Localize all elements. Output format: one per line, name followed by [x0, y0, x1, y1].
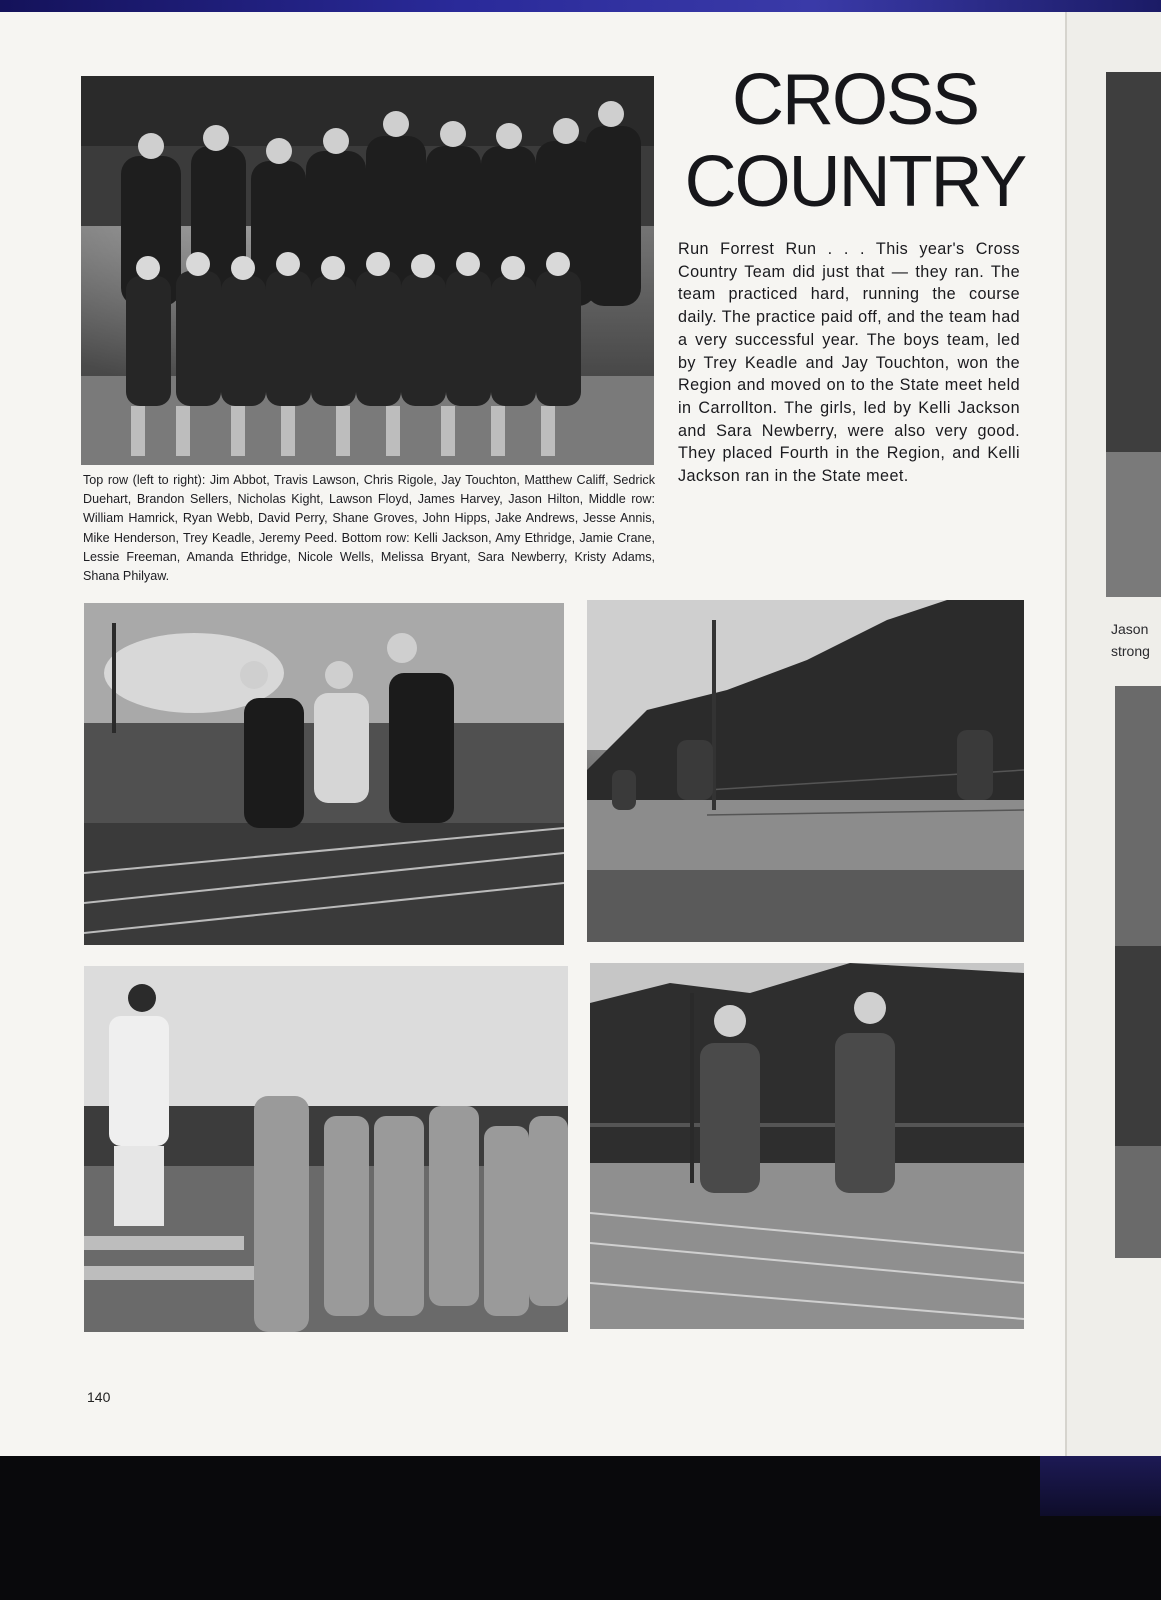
bottom-scan-edge — [0, 1456, 1161, 1600]
photo-boys-running — [590, 963, 1024, 1329]
page-title-line-1: CROSS — [731, 60, 979, 140]
facing-caption-line-1: Jason — [1111, 621, 1149, 637]
story-text: Run Forrest Run . . . This year's Cross Country Team did just that — they ran. The team practiced hard, running the course daily. The practice paid off, and the team had a very successful year. The boys team, led by Trey Keadle and Jay Touchton, won the Region and moved on to the State meet held in Carrollton. The girls, led by Kelli Jackson and Sara Newberry, were also very good. They placed Fourth in the Region, and Kelli Jackson ran in the State meet. — [678, 240, 1020, 486]
facing-caption-line-2: strong — [1111, 643, 1150, 659]
photo-coach-gathering — [84, 966, 568, 1332]
facing-page-photo-bottom — [1115, 686, 1161, 1258]
page-title-line-2: COUNTRY — [684, 142, 1026, 222]
page-number: 140 — [87, 1389, 111, 1405]
photo-runners-track — [84, 603, 564, 945]
facing-page-photo-top — [1106, 72, 1161, 597]
facing-page-caption — [1111, 618, 1150, 662]
binding-rim — [1040, 1456, 1161, 1516]
team-photo-caption: Top row (left to right): Jim Abbot, Travis Lawson, Chris Rigole, Jay Touchton, Matthew Califf, Sedrick Duehart, Brandon Sellers, Nicholas Kight, Lawson Floyd, James Harvey, Jason Hilton, Middle row: William Hamrick, Ryan Webb, David Perry, Shane Groves, John Hipps, Jake Andrews, Jesse Annis, Mike Henderson, Trey Keadle, Jeremy Peed. Bottom row: Kelli Jackson, Amy Ethridge, Jamie Crane, Lessie Freeman, Amanda Ethridge, Nicole Wells, Melissa Bryant, Sara Newberry, Kristy Adams, Shana Philyaw. — [83, 473, 655, 584]
team-photo — [81, 76, 654, 465]
photo-girls-running — [587, 600, 1024, 942]
